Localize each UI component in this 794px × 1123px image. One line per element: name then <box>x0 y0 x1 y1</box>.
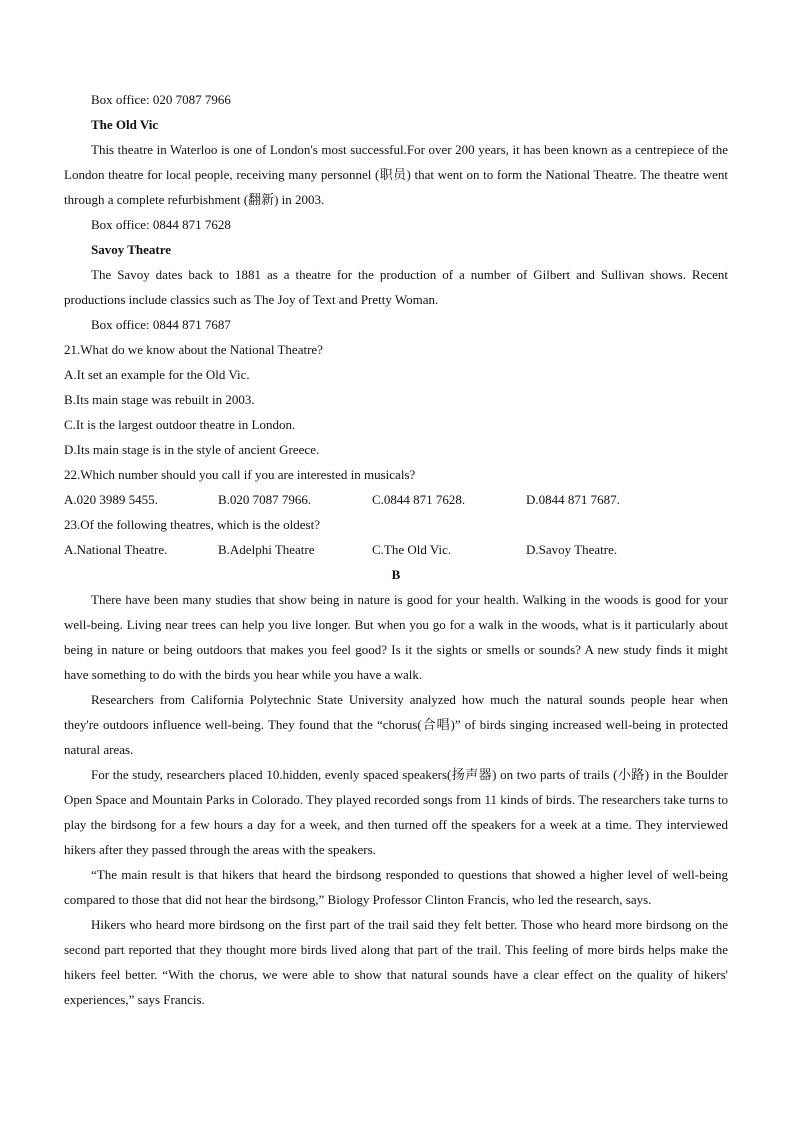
question-22-options <box>64 487 728 512</box>
passage-b-paragraph: For the study, researchers placed 10.hidden, evenly spaced speakers(扬声器) on two parts of trails (小路) in the Boulder Open Space and Mountain Parks in Colorado. They played recorded songs from 11 kinds of birds. The researchers take turns to play the birdsong for a few hours a day for a week, and then turned off the speakers for a week at a time. They interviewed hikers after they passed through the areas with the speakers. <box>64 767 728 857</box>
question-23-option-a: A.National Theatre. <box>64 542 168 557</box>
savoy-text: The Savoy dates back to 1881 as a theatre for the production of a number of Gilbert and Sullivan shows. Recent productions include classics such as The Joy of Text and Pretty Woman. <box>64 267 728 307</box>
passage-b-paragraph: Researchers from California Polytechnic State University analyzed how much the natural sounds people hear when they're outdoors influence well-being. They found that the “chorus(合唱)” of birds singing increased well-being in protected natural areas. <box>64 692 728 757</box>
document-page <box>64 87 728 1012</box>
question-22-option-a: A.020 3989 5455. <box>64 492 158 507</box>
adelphi-box-office: Box office: 020 7087 7966 <box>91 92 231 107</box>
question-21-option-a: A.It set an example for the Old Vic. <box>64 367 250 382</box>
old-vic-box-office: Box office: 0844 871 7628 <box>91 217 231 232</box>
question-23-options <box>64 537 728 562</box>
passage-b-paragraph: Hikers who heard more birdsong on the first part of the trail said they felt better. Those who heard more birdsong on the second part reported that they thought more birds lived along that part of the trail. This feeling of more birds helps make the hikers feel better. “With the chorus, we were able to show that natural sounds have a clear effect on the quality of hikers' experiences,” says Francis. <box>64 917 728 1007</box>
question-22-option-b: B.020 7087 7966. <box>218 492 312 507</box>
question-22-stem: 22.Which number should you call if you are interested in musicals? <box>64 467 416 482</box>
question-23-option-c: C.The Old Vic. <box>372 542 452 557</box>
question-23-option-b: B.Adelphi Theatre <box>218 542 315 557</box>
question-22-option-c: C.0844 871 7628. <box>372 492 466 507</box>
question-21-option-c: C.It is the largest outdoor theatre in London. <box>64 417 296 432</box>
old-vic-text: This theatre in Waterloo is one of London's most successful.For over 200 years, it has been known as a centrepiece of the London theatre for local people, receiving many personnel (职员) that went on to form the National Theatre. The theatre went through a complete refurbishment (翻新) in 2003. <box>64 142 728 207</box>
passage-b-paragraph: There have been many studies that show being in nature is good for your health. Walking in the woods is good for your well-being. Living near trees can help you live longer. But when you go for a walk in the woods, what is it particularly about being in nature or being outdoors that makes you feel good? Is it the sights or smells or sounds? A new study finds it might have something to do with the birds you hear while you have a walk. <box>64 592 728 682</box>
question-23-stem: 23.Of the following theatres, which is the oldest? <box>64 517 320 532</box>
passage-b-paragraph: “The main result is that hikers that heard the birdsong responded to questions that showed a higher level of well-being compared to those that did not hear the birdsong,” Biology Professor Clinton Francis, who led the research, says. <box>64 867 728 907</box>
savoy-box-office: Box office: 0844 871 7687 <box>91 317 231 332</box>
question-21-stem: 21.What do we know about the National Theatre? <box>64 342 323 357</box>
question-21-option-d: D.Its main stage is in the style of ancient Greece. <box>64 442 320 457</box>
savoy-title: Savoy Theatre <box>91 242 172 257</box>
old-vic-title: The Old Vic <box>91 117 159 132</box>
question-22-option-d: D.0844 871 7687. <box>526 492 620 507</box>
passage-b-heading: B <box>391 567 401 582</box>
question-21-option-b: B.Its main stage was rebuilt in 2003. <box>64 392 255 407</box>
question-23-option-d: D.Savoy Theatre. <box>526 542 618 557</box>
